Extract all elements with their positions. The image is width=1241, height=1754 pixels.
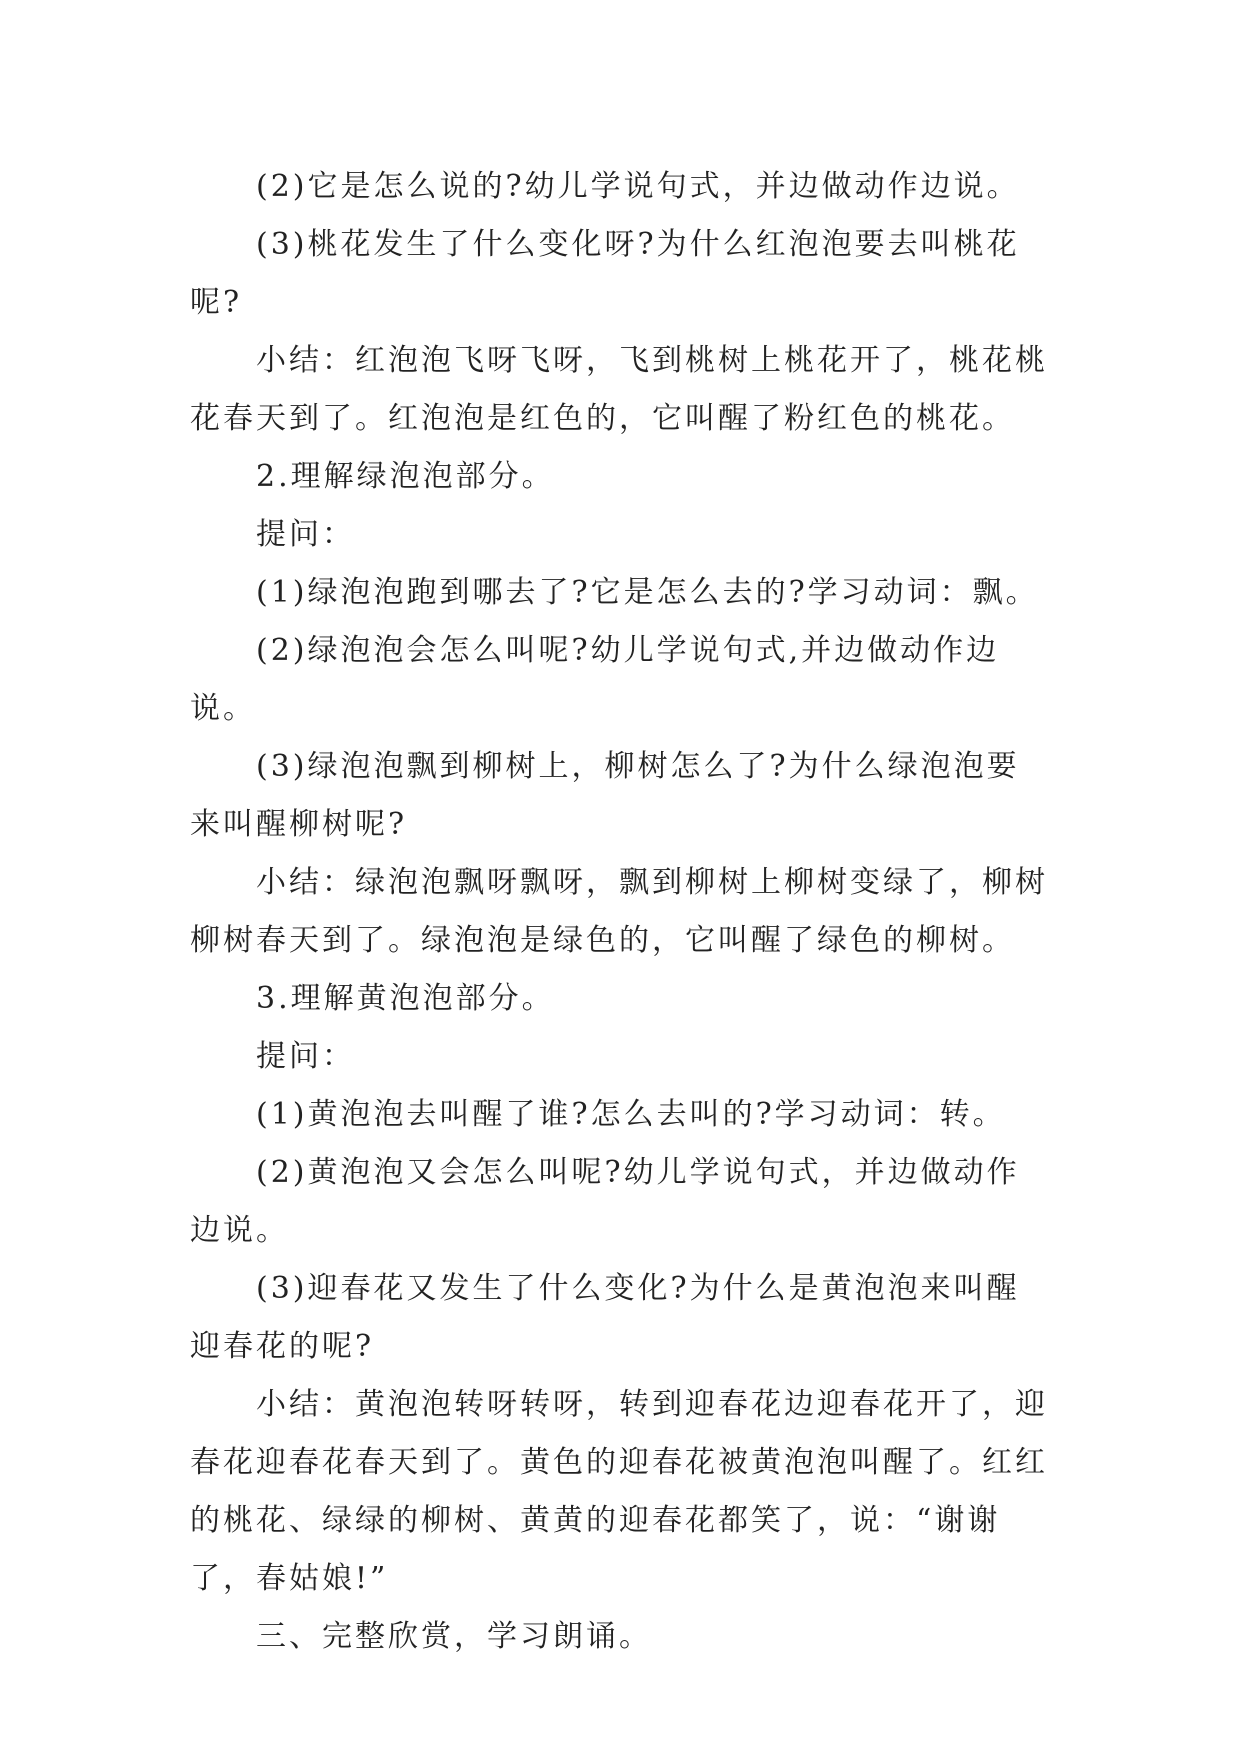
question-label: 提问： xyxy=(256,1039,355,1074)
question-label: 提问： xyxy=(256,517,355,552)
document-body xyxy=(190,158,1050,1666)
section-heading: 3.理解黄泡泡部分。 xyxy=(256,981,555,1016)
summary-paragraph: 小结：黄泡泡转呀转呀，转到迎春花边迎春花开了，迎春花迎春花春天到了。黄色的迎春花被黄泡泡叫醒了。红红的桃花、绿绿的柳树、黄黄的迎春花都笑了，说：“谢谢了，春姑娘!” xyxy=(190,1387,1048,1596)
paragraph: (3)迎春花又发生了什么变化?为什么是黄泡泡来叫醒迎春花的呢? xyxy=(190,1271,1020,1364)
paragraph: (2)绿泡泡会怎么叫呢?幼儿学说句式,并边做动作边说。 xyxy=(190,633,1000,726)
paragraph: (3)绿泡泡飘到柳树上，柳树怎么了?为什么绿泡泡要来叫醒柳树呢? xyxy=(190,749,1020,842)
summary-paragraph: 小结：红泡泡飞呀飞呀，飞到桃树上桃花开了，桃花桃花春天到了。红泡泡是红色的，它叫醒了粉红色的桃花。 xyxy=(190,343,1048,436)
paragraph: (3)桃花发生了什么变化呀?为什么红泡泡要去叫桃花呢? xyxy=(190,227,1020,320)
paragraph: (1)黄泡泡去叫醒了谁?怎么去叫的?学习动词：转。 xyxy=(256,1097,1006,1132)
paragraph: (1)绿泡泡跑到哪去了?它是怎么去的?学习动词：飘。 xyxy=(256,575,1039,610)
paragraph: (2)它是怎么说的?幼儿学说句式，并边做动作边说。 xyxy=(256,169,1020,204)
section-heading: 2.理解绿泡泡部分。 xyxy=(256,459,555,494)
summary-paragraph: 小结：绿泡泡飘呀飘呀，飘到柳树上柳树变绿了，柳树柳树春天到了。绿泡泡是绿色的，它叫醒了绿色的柳树。 xyxy=(190,865,1048,958)
section-heading: 三、完整欣赏，学习朗诵。 xyxy=(256,1619,652,1654)
paragraph: (2)黄泡泡又会怎么叫呢?幼儿学说句式，并边做动作边说。 xyxy=(190,1155,1020,1248)
